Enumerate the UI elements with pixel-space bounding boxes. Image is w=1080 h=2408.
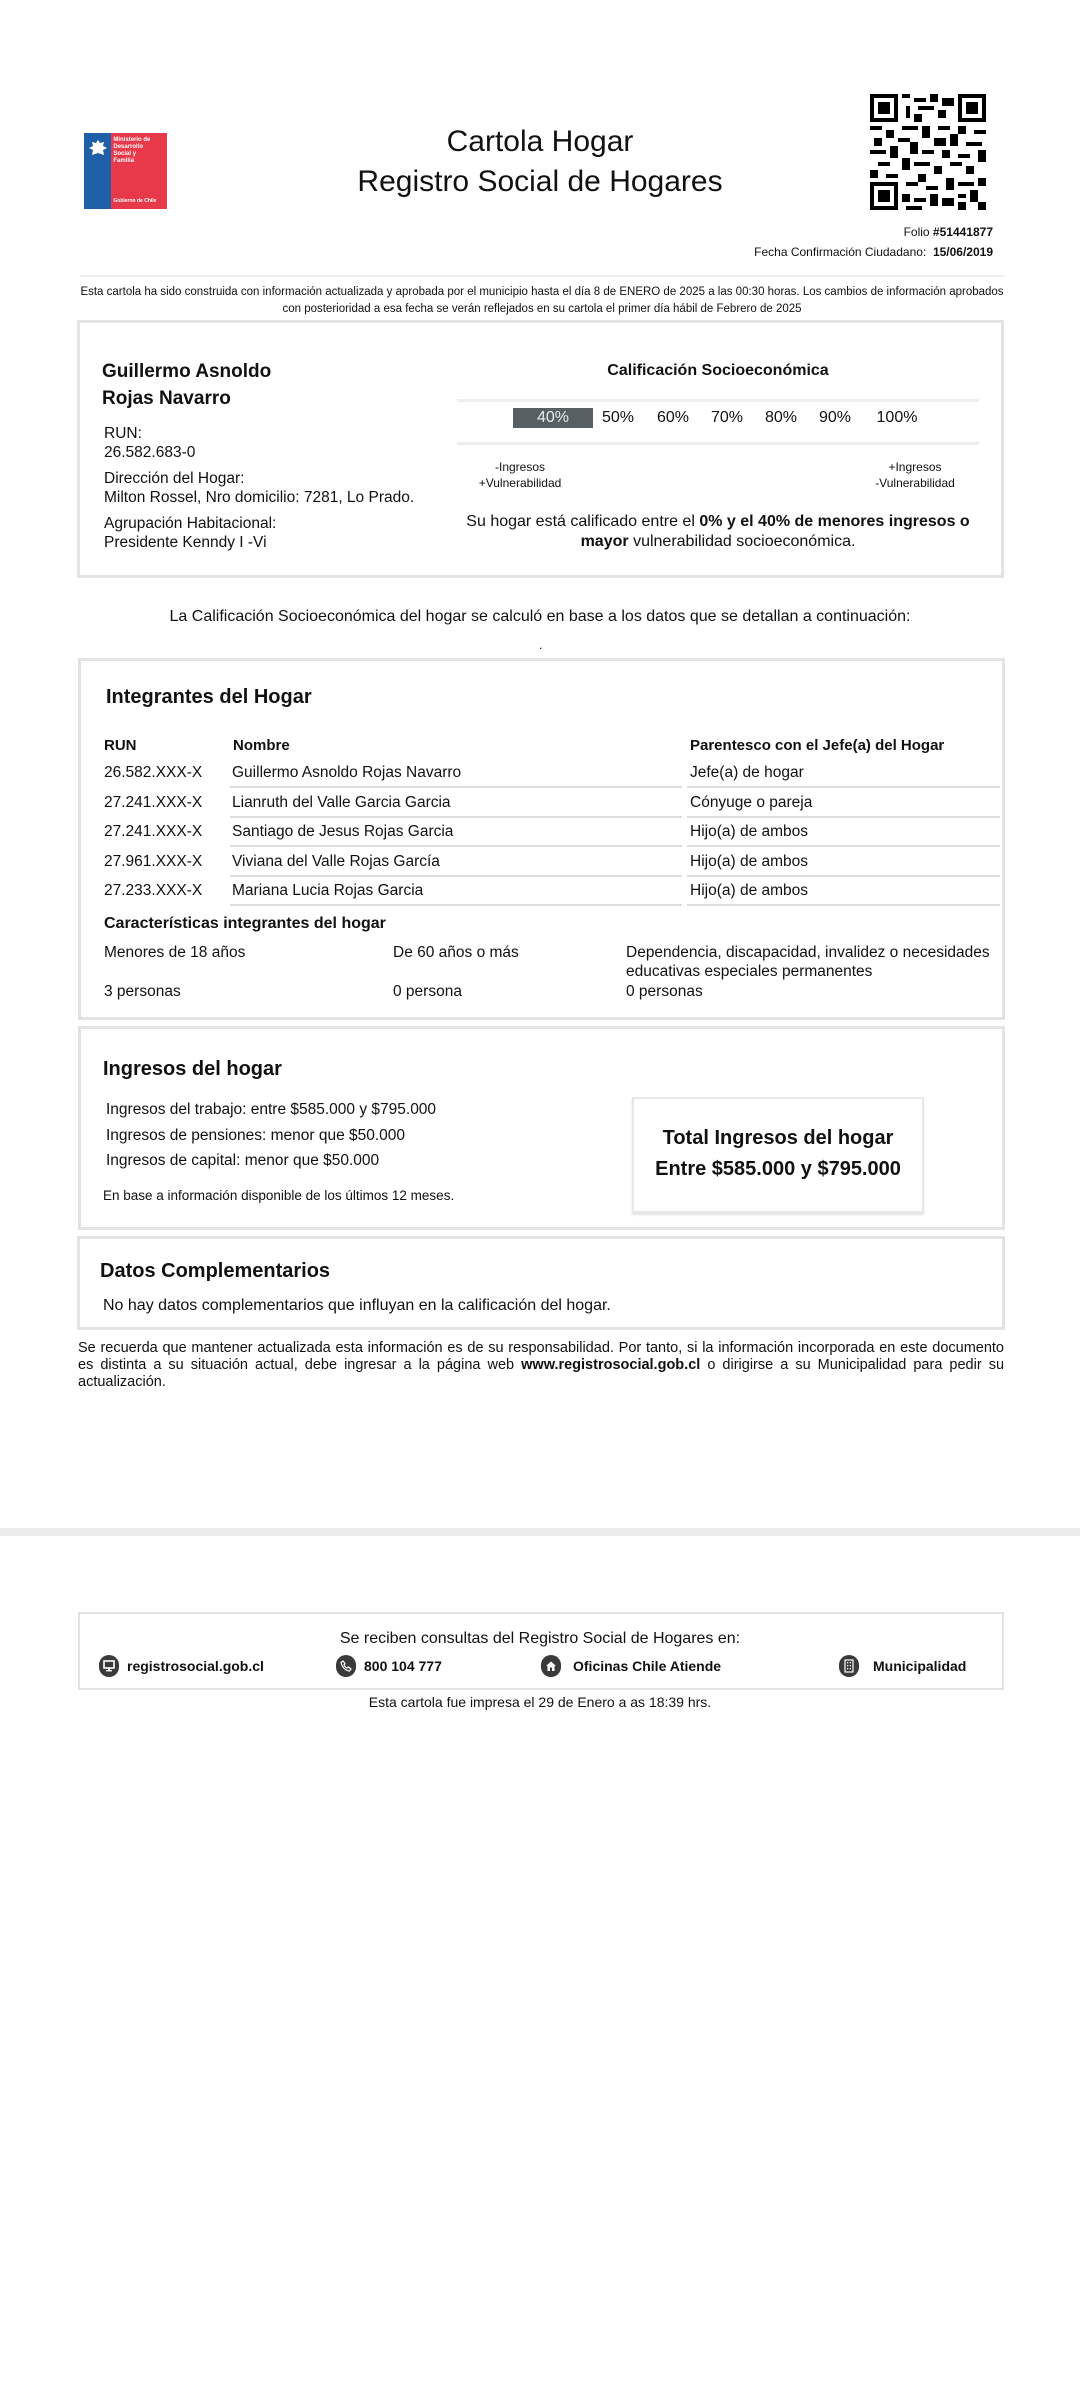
divider — [80, 275, 1004, 277]
total-title: Total Ingresos del hogar — [662, 1127, 894, 1149]
folio-label: Folio — [903, 225, 930, 239]
scale-segment: 70% — [710, 409, 744, 426]
contact-title: Se reciben consultas del Registro Social de Hogares en: — [339, 1630, 741, 1647]
ingreso-line: Ingresos del trabajo: entre $585.000 y $795.000 — [106, 1101, 437, 1118]
print-timestamp: Esta cartola fue impresa el 29 de Enero a as 18:39 hrs. — [368, 1694, 712, 1710]
table-row — [104, 880, 1000, 909]
datos-complementarios-card — [77, 1236, 1005, 1330]
scale-segment: 60% — [656, 409, 690, 426]
scale-segment: 90% — [818, 409, 852, 426]
divider — [457, 399, 979, 402]
column-header-parentesco: Parentesco con el Jefe(a) del Hogar — [690, 737, 945, 754]
logo-text: Familia — [113, 158, 135, 164]
update-notice: Esta cartola ha sido construida con información actualizada y aprobada por el municipio hasta el día 8 de ENERO de 2025 a las 00:30 horas. Los cambios de información aprobados con posterioridad a esa fecha se verán reflejados en su cartola el primer día hábil de Febrero de 2025 — [80, 286, 1004, 315]
reminder-prefix: Se recuerda que mantener actualizada esta información es de su responsabilidad. Por tanto, si la información incorporada en este documento es distinta a su situación actual, debe ingresar a la página web — [78, 1340, 1004, 1373]
contact-label: 800 104 777 — [364, 1658, 442, 1674]
cell-parentesco: Cónyuge o pareja — [690, 793, 813, 811]
logo-text: Ministerio de — [113, 137, 151, 143]
cell-nombre: Guillermo Asnoldo Rojas Navarro — [232, 764, 462, 781]
cell-parentesco: Jefe(a) de hogar — [690, 764, 804, 781]
contact-offices[interactable] — [541, 1655, 721, 1677]
row-underline — [230, 816, 682, 818]
fecha-label: Fecha Confirmación Ciudadano: — [754, 245, 927, 259]
result-suffix: vulnerabilidad socioeconómica. — [633, 533, 856, 550]
table-row — [104, 762, 1000, 791]
monitor-icon — [99, 1655, 119, 1677]
contact-phone[interactable] — [336, 1655, 442, 1677]
total-value: Entre $585.000 y $795.000 — [655, 1158, 901, 1180]
scale-segment: 80% — [764, 409, 798, 426]
contact-label: Oficinas Chile Atiende — [573, 1658, 722, 1674]
ingresos-title: Ingresos del hogar — [103, 1058, 282, 1080]
cell-nombre: Santiago de Jesus Rojas Garcia — [232, 823, 454, 840]
contact-municipalidad[interactable] — [839, 1655, 966, 1677]
direccion-label: Dirección del Hogar: — [104, 470, 245, 487]
contact-card — [78, 1612, 1004, 1690]
legend-left-line-1: -Ingresos — [494, 460, 546, 474]
title-line-1: Cartola Hogar — [446, 125, 634, 158]
calificacion-result — [457, 512, 979, 552]
row-underline — [230, 875, 682, 877]
run-value: 26.582.683-0 — [104, 444, 196, 461]
ingresos-note: En base a información disponible de los últimos 12 meses. — [103, 1188, 455, 1203]
caracteristicas-title: Características integrantes del hogar — [104, 915, 386, 932]
table-row — [104, 821, 1000, 850]
run-label: RUN: — [104, 425, 142, 442]
phone-icon — [336, 1655, 356, 1677]
house-icon — [541, 1655, 561, 1677]
calculation-note: La Calificación Socioeconómica del hogar se calculó en base a los datos que se detallan a continuación: — [169, 608, 911, 625]
cell-nombre: Lianruth del Valle Garcia Garcia — [232, 793, 451, 811]
legend-right-line-2: -Vulnerabilidad — [875, 476, 955, 490]
agrupacion-value: Presidente Kenndy I -Vi — [104, 534, 267, 551]
contact-website[interactable] — [99, 1655, 264, 1677]
cell-run: 27.241.XXX-X — [104, 823, 203, 840]
column-header-nombre: Nombre — [233, 737, 290, 754]
legend-left — [470, 459, 570, 491]
datos-text: No hay datos complementarios que influyan en la calificación del hogar. — [103, 1297, 611, 1314]
result-range: 0% y el 40% de menores ingresos o mayor — [580, 513, 970, 550]
carac-value: 3 personas — [104, 983, 181, 1000]
registro-social-link[interactable]: www.registrosocial.gob.cl — [521, 1357, 701, 1373]
logo-text: Social y — [113, 151, 137, 157]
person-name-line-1: Guillermo Asnoldo — [102, 361, 272, 382]
qr-code — [870, 94, 986, 210]
row-underline — [687, 845, 1000, 847]
page-separator — [0, 1528, 1080, 1536]
legend-right — [865, 459, 965, 491]
separator-dot: . — [539, 638, 543, 652]
person-name — [102, 358, 271, 412]
result-prefix: Su hogar está calificado entre el — [466, 513, 695, 530]
reminder-suffix: o dirigirse a su Municipalidad para pedir su actualización. — [78, 1357, 1005, 1390]
table-row — [104, 792, 1000, 821]
logo-footer-text: Gobierno de Chile — [113, 198, 157, 204]
cell-run: 27.241.XXX-X — [104, 793, 203, 811]
scale-segment-active: 40% — [513, 408, 593, 428]
building-icon — [839, 1655, 859, 1677]
carac-value: 0 persona — [393, 983, 462, 1000]
divider — [457, 442, 979, 445]
title-line-2: Registro Social de Hogares — [357, 165, 723, 198]
legend-right-line-1: +Ingresos — [888, 460, 942, 474]
fecha-value: 15/06/2019 — [932, 245, 993, 259]
row-underline — [687, 904, 1000, 906]
ingreso-line: Ingresos de pensiones: menor que $50.000 — [106, 1127, 406, 1144]
agrupacion-label: Agrupación Habitacional: — [104, 515, 277, 532]
carac-label: Dependencia, discapacidad, invalidez o necesidades educativas especiales permanentes — [626, 944, 990, 980]
cell-parentesco: Hijo(a) de ambos — [690, 823, 809, 840]
row-underline — [230, 786, 682, 788]
total-ingresos-card — [632, 1097, 924, 1213]
contact-label: registrosocial.gob.cl — [127, 1658, 264, 1674]
legend-left-line-2: +Vulnerabilidad — [478, 476, 562, 490]
calificacion-scale — [457, 408, 979, 432]
calificacion-title: Calificación Socioeconómica — [607, 362, 829, 379]
person-info — [104, 424, 414, 552]
cell-nombre: Viviana del Valle Rojas García — [232, 852, 440, 870]
table-row — [104, 851, 1000, 880]
row-underline — [687, 816, 1000, 818]
cell-parentesco: Hijo(a) de ambos — [690, 882, 809, 899]
person-name-line-2: Rojas Navarro — [102, 388, 231, 409]
ingreso-line: Ingresos de capital: menor que $50.000 — [106, 1152, 380, 1169]
direccion-value: Milton Rossel, Nro domicilio: 7281, Lo Prado. — [104, 489, 415, 506]
cell-run: 27.233.XXX-X — [104, 882, 203, 899]
column-header-run: RUN — [104, 737, 137, 754]
contact-label: Municipalidad — [873, 1658, 967, 1674]
row-underline — [687, 786, 1000, 788]
carac-label: De 60 años o más — [393, 944, 519, 961]
logo-text: Desarrollo — [113, 144, 144, 150]
folio-block — [754, 222, 993, 262]
row-underline — [687, 875, 1000, 877]
scale-segment: 50% — [601, 409, 635, 426]
row-underline — [230, 904, 682, 906]
cell-parentesco: Hijo(a) de ambos — [690, 852, 809, 870]
datos-title: Datos Complementarios — [100, 1260, 331, 1282]
reminder-text — [78, 1340, 1004, 1391]
carac-label: Menores de 18 años — [104, 944, 246, 961]
cell-nombre: Mariana Lucia Rojas Garcia — [232, 882, 424, 899]
carac-value: 0 personas — [626, 983, 703, 1000]
folio-number: #51441877 — [932, 225, 993, 239]
cell-run: 26.582.XXX-X — [104, 764, 203, 781]
scale-segment: 100% — [876, 409, 918, 426]
cell-run: 27.961.XXX-X — [104, 852, 203, 870]
integrantes-title: Integrantes del Hogar — [106, 686, 312, 708]
row-underline — [230, 845, 682, 847]
